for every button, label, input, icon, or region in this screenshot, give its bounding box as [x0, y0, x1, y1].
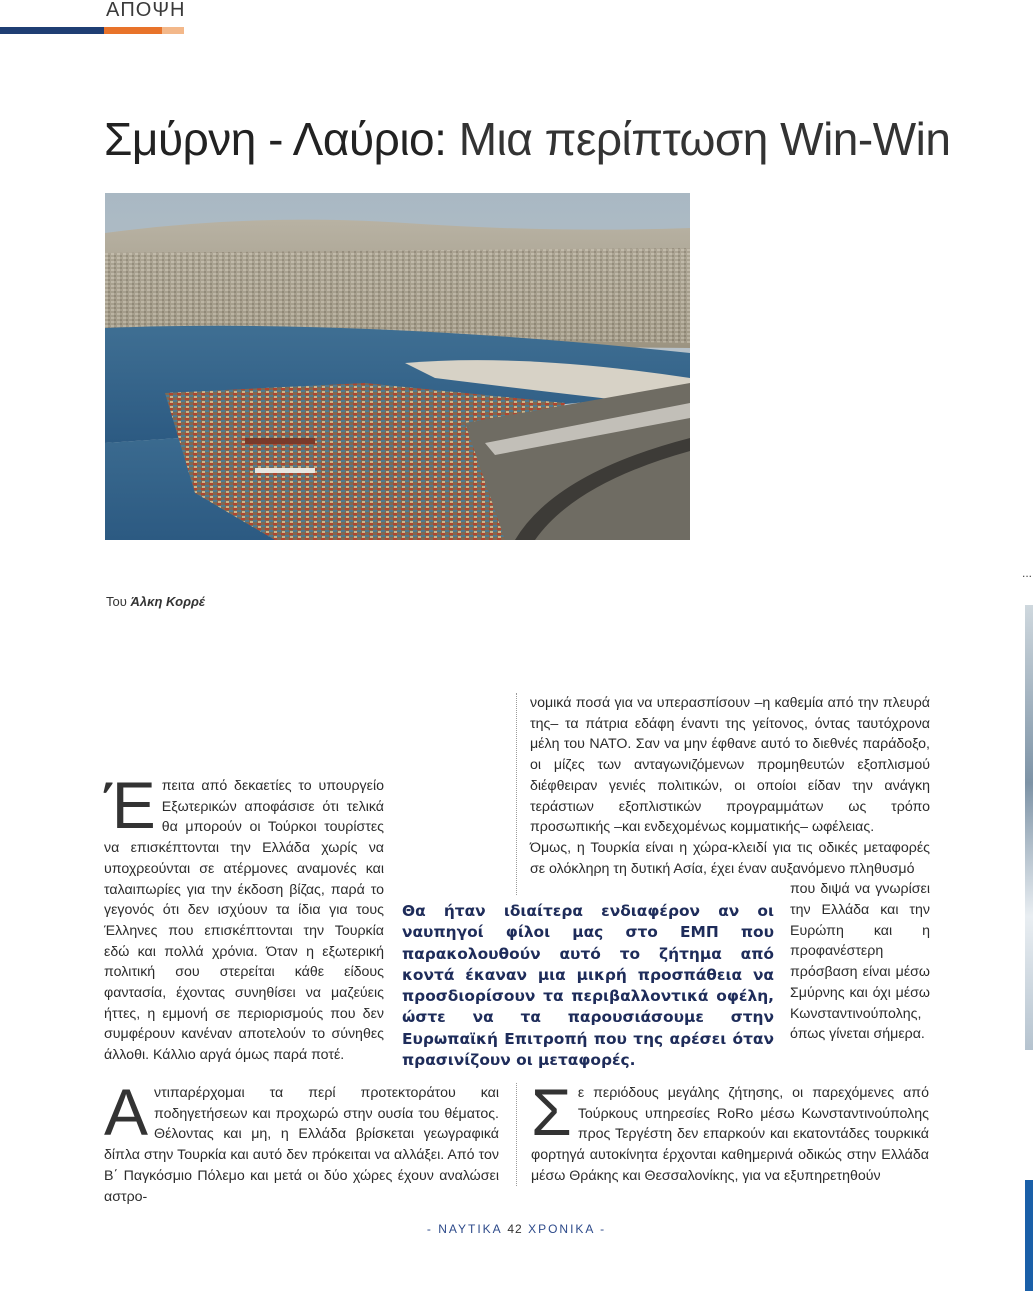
article-column-1	[104, 768, 384, 1066]
byline-prefix: Του	[106, 594, 127, 609]
article-column-4	[531, 1075, 929, 1187]
page-footer	[0, 1222, 1033, 1236]
pull-quote: Θα ήταν ιδιαίτερα ενδιαφέρον αν οι ναυπηγοί φίλοι μας στο ΕΜΠ που παρακολουθούν αυτό το ζήτημα από κοντά έκαναν μια μικρή προσπάθεια να προσδιορίσουν τα περιβαλλοντικά οφέλη, ώστε να τα παρουσιάσουμε στην Ευρωπαϊκή Επιτροπή που της αρέσει όταν πρασινίζουν οι μεταφορές.	[402, 902, 774, 1070]
byline-author: Άλκη Κορρέ	[130, 594, 206, 609]
header-bar-orange	[104, 27, 162, 34]
dropcap: Έ	[104, 768, 156, 842]
header-bar-navy	[0, 27, 104, 34]
section-label: ΑΠΟΨΗ	[106, 0, 186, 21]
adjacent-page-edge	[1025, 1180, 1033, 1291]
column-divider	[516, 693, 517, 895]
footer-right: ΧΡΟΝΙΚΑ -	[528, 1222, 607, 1236]
paragraph: πειτα από δεκαετίες το υπουργείο Εξωτερικών αποφάσισε ότι τελικά θα μπορούν οι Τούρκοι τουρίστες να επισκέπτονται την Ελλάδα χωρίς να υποχρεούνται σε ατέρμονες αναμονές και ταλαιπωρίες για την έκδοση βίζας, παρά το γεγονός ότι δεν ισχύουν τα ίδια για τους Έλληνες που επισκέπτονται την Τουρκία εδώ και πολλά χρόνια. Όταν η εξωτερική πολιτική σου στερείται κάθε είδους φαντασία, έχοντας συνηθίσει να μαζεύεις ήττες, η εμμονή σε περιορισμούς που δεν συμφέρουν κανέναν αποτελούν το σύνηθες άλλοθι. Κάλλιο αργά όμως παρά ποτέ.	[104, 778, 384, 1064]
paragraph: ε περιόδους μεγάλης ζήτησης, οι παρεχόμενες από Τούρκους υπηρεσίες RoRo μέσω Κωνσταντινούπολης προς Τεργέστη δεν επαρκούν και εκατοντάδες τουρκικά φορτηγά αυτοκίνητα έρχονται καθημερινά οδικώς στην Ελλάδα μέσω Θράκης και Θεσσαλονίκης, για να εξυπηρετηθούν	[531, 1085, 929, 1184]
column-divider	[516, 1083, 517, 1186]
adjacent-page-edge	[1025, 605, 1033, 1050]
byline	[106, 594, 205, 609]
article-column-3	[104, 1075, 499, 1207]
paragraph: ντιπαρέρχομαι τα περί προτεκτοράτου και ποδηγετήσεων και προχωρώ στην ουσία του θέματος. Θέλοντας και μη, η Ελλάδα βρίσκεται γεωγραφικά δίπλα στην Τουρκία και αυτό δεν πρόκειται να αλλάξει. Από τον Β΄ Παγκόσμιο Πόλεμο και μετά οι δύο χώρες έχουν αναλώσει αστρο-	[104, 1085, 499, 1205]
paragraph: νομικά ποσά για να υπερασπίσουν –η καθεμία από την πλευρά της– τα πάτρια εδάφη έναντι της γείτονος, όντας ταυτόχρονα μέλη του ΝΑΤΟ. Σαν να μην έφθανε αυτό το διεθνές παράδοξο, οι μίζες των ανταγωνιζόμενων προμηθευτών εξοπλισμού διέφθειραν γενιές πολιτικών, οι οποίοι είδαν την ανάγκη τεράστιων εξοπλιστικών προγραμμάτων ως τρόπο προσωπικής –και ενδεχομένως κομματικής– ωφέλειας.	[530, 695, 930, 836]
dropcap: Σ	[531, 1075, 572, 1149]
port-aerial-photo	[105, 193, 690, 540]
article-headline	[104, 112, 950, 166]
headline-main: Σμύρνη - Λαύριο:	[104, 113, 447, 165]
dropcap: Α	[104, 1075, 149, 1149]
headline-rest: Μια περίπτωση Win-Win	[458, 113, 951, 165]
footer-left: - ΝΑΥΤΙΚΑ	[426, 1222, 503, 1236]
header-bar-peach	[162, 27, 184, 34]
page-number: 42	[507, 1222, 523, 1236]
paragraph: Όμως, η Τουρκία είναι η χώρα-κλειδί για τις οδικές μεταφορές σε ολόκληρη τη δυτική Ασία, έχει έναν αυξανόμενο πληθυσμό	[530, 839, 930, 877]
edge-marker: ...	[1022, 566, 1033, 580]
paragraph-wrapped: που διψά να γνωρίσει την Ελλάδα και την Ευρώπη και η προφανέστερη πρόσβαση είναι μέσω Σμύρνης και όχι μέσω Κωνσταντινούπολης, όπως γίνεται σήμερα.	[790, 881, 930, 1043]
